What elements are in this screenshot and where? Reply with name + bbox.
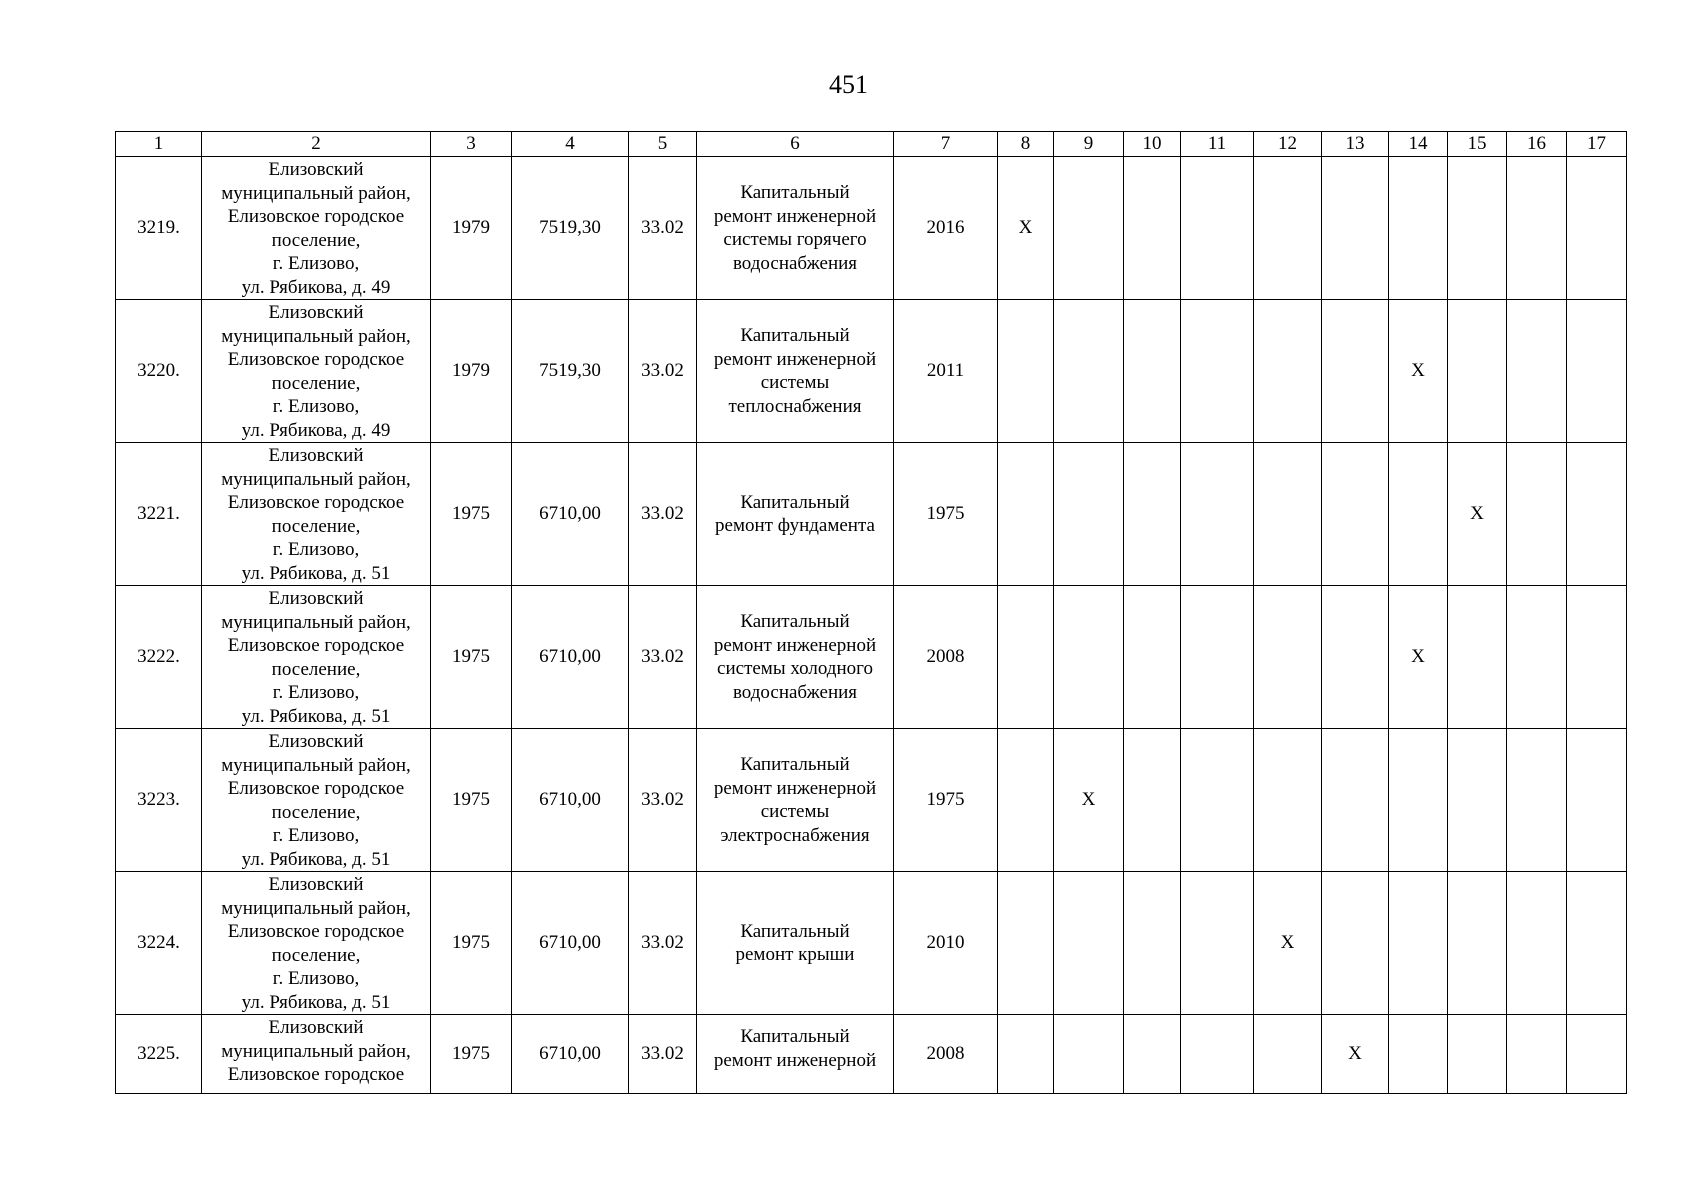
column-header: 17 — [1567, 132, 1627, 157]
mark-cell — [1448, 586, 1507, 729]
mark-cell — [1507, 872, 1567, 1015]
row-number: 3222. — [116, 586, 202, 729]
mark-cell — [1181, 157, 1254, 300]
mark-cell — [1507, 1015, 1567, 1094]
mark-cell — [1448, 157, 1507, 300]
table-row — [116, 586, 1627, 729]
mark-cell — [1448, 300, 1507, 443]
work-year-cell: 2008 — [894, 1015, 998, 1094]
mark-cell — [1124, 157, 1181, 300]
mark-cell — [1254, 300, 1322, 443]
code-cell: 33.02 — [629, 300, 697, 443]
mark-cell — [1254, 586, 1322, 729]
mark-cell: X — [1448, 443, 1507, 586]
mark-cell — [1322, 157, 1389, 300]
mark-cell — [1254, 443, 1322, 586]
mark-cell — [1124, 872, 1181, 1015]
mark-cell — [998, 443, 1054, 586]
code-cell: 33.02 — [629, 443, 697, 586]
mark-cell: X — [1389, 586, 1448, 729]
mark-cell — [1054, 586, 1124, 729]
mark-cell — [1054, 157, 1124, 300]
area-cell: 6710,00 — [512, 1015, 629, 1094]
mark-cell — [1389, 872, 1448, 1015]
column-header: 12 — [1254, 132, 1322, 157]
address-cell: Елизовский муниципальный район, Елизовское городское поселение, г. Елизово, ул. Рябикова, д. 49 — [202, 157, 431, 300]
column-header: 13 — [1322, 132, 1389, 157]
column-header: 9 — [1054, 132, 1124, 157]
mark-cell — [1507, 443, 1567, 586]
mark-cell: X — [1254, 872, 1322, 1015]
build-year-cell: 1975 — [431, 1015, 512, 1094]
mark-cell — [1322, 872, 1389, 1015]
mark-cell — [1124, 443, 1181, 586]
mark-cell — [1567, 157, 1627, 300]
code-cell: 33.02 — [629, 1015, 697, 1094]
address-cell: Елизовский муниципальный район, Елизовское городское поселение, г. Елизово, ул. Рябикова, д. 51 — [202, 443, 431, 586]
column-number-header-row — [116, 132, 1627, 157]
column-header: 5 — [629, 132, 697, 157]
area-cell: 6710,00 — [512, 872, 629, 1015]
column-header: 3 — [431, 132, 512, 157]
work-year-cell: 2008 — [894, 586, 998, 729]
mark-cell — [1389, 157, 1448, 300]
table-row — [116, 872, 1627, 1015]
column-header: 16 — [1507, 132, 1567, 157]
mark-cell — [1181, 300, 1254, 443]
mark-cell — [1567, 872, 1627, 1015]
mark-cell — [1507, 586, 1567, 729]
code-cell: 33.02 — [629, 872, 697, 1015]
mark-cell — [1507, 729, 1567, 872]
work-type-cell: Капитальный ремонт инженерной системы электроснабжения — [697, 729, 894, 872]
column-header: 2 — [202, 132, 431, 157]
column-header: 11 — [1181, 132, 1254, 157]
table-row — [116, 157, 1627, 300]
area-cell: 6710,00 — [512, 586, 629, 729]
build-year-cell: 1979 — [431, 300, 512, 443]
row-number: 3225. — [116, 1015, 202, 1094]
mark-cell — [1124, 1015, 1181, 1094]
work-year-cell: 1975 — [894, 729, 998, 872]
mark-cell — [1181, 872, 1254, 1015]
row-number: 3221. — [116, 443, 202, 586]
column-header: 4 — [512, 132, 629, 157]
column-header: 1 — [116, 132, 202, 157]
mark-cell — [1181, 729, 1254, 872]
mark-cell — [1507, 157, 1567, 300]
mark-cell — [1181, 1015, 1254, 1094]
work-year-cell: 2011 — [894, 300, 998, 443]
work-type-cell: Капитальный ремонт инженерной системы горячего водоснабжения — [697, 157, 894, 300]
mark-cell — [1124, 300, 1181, 443]
mark-cell — [998, 1015, 1054, 1094]
mark-cell — [998, 872, 1054, 1015]
mark-cell — [1054, 872, 1124, 1015]
address-cell: Елизовский муниципальный район, Елизовское городское поселение, г. Елизово, ул. Рябикова, д. 51 — [202, 586, 431, 729]
column-header: 10 — [1124, 132, 1181, 157]
address-cell: Елизовский муниципальный район, Елизовское городское поселение, г. Елизово, ул. Рябикова, д. 51 — [202, 729, 431, 872]
row-number: 3223. — [116, 729, 202, 872]
mark-cell — [1322, 586, 1389, 729]
mark-cell — [1448, 729, 1507, 872]
column-header: 15 — [1448, 132, 1507, 157]
page-number: 451 — [829, 70, 868, 99]
mark-cell: X — [1389, 300, 1448, 443]
work-type-cell: Капитальный ремонт инженерной системы холодного водоснабжения — [697, 586, 894, 729]
row-number: 3224. — [116, 872, 202, 1015]
build-year-cell: 1975 — [431, 872, 512, 1015]
mark-cell — [1181, 443, 1254, 586]
mark-cell — [1322, 300, 1389, 443]
mark-cell — [1322, 729, 1389, 872]
table-row — [116, 300, 1627, 443]
work-year-cell: 2016 — [894, 157, 998, 300]
mark-cell — [1567, 443, 1627, 586]
column-header: 14 — [1389, 132, 1448, 157]
table-row — [116, 443, 1627, 586]
mark-cell — [1567, 1015, 1627, 1094]
work-type-cell: Капитальный ремонт инженерной — [697, 1015, 894, 1094]
work-type-cell: Капитальный ремонт фундамента — [697, 443, 894, 586]
row-number: 3219. — [116, 157, 202, 300]
mark-cell — [998, 586, 1054, 729]
area-cell: 6710,00 — [512, 443, 629, 586]
mark-cell — [1507, 300, 1567, 443]
work-year-cell: 2010 — [894, 872, 998, 1015]
build-year-cell: 1975 — [431, 586, 512, 729]
mark-cell — [1124, 586, 1181, 729]
area-cell: 7519,30 — [512, 300, 629, 443]
row-number: 3220. — [116, 300, 202, 443]
area-cell: 6710,00 — [512, 729, 629, 872]
mark-cell — [998, 729, 1054, 872]
column-header: 8 — [998, 132, 1054, 157]
work-year-cell: 1975 — [894, 443, 998, 586]
address-cell: Елизовский муниципальный район, Елизовское городское — [202, 1015, 431, 1094]
mark-cell — [1254, 1015, 1322, 1094]
code-cell: 33.02 — [629, 729, 697, 872]
mark-cell — [1181, 586, 1254, 729]
mark-cell: X — [1322, 1015, 1389, 1094]
table-row — [116, 1015, 1627, 1094]
mark-cell — [1054, 1015, 1124, 1094]
column-header: 6 — [697, 132, 894, 157]
mark-cell — [1567, 300, 1627, 443]
code-cell: 33.02 — [629, 586, 697, 729]
build-year-cell: 1979 — [431, 157, 512, 300]
mark-cell — [1054, 300, 1124, 443]
mark-cell — [1567, 729, 1627, 872]
code-cell: 33.02 — [629, 157, 697, 300]
mark-cell: X — [1054, 729, 1124, 872]
address-cell: Елизовский муниципальный район, Елизовское городское поселение, г. Елизово, ул. Рябикова, д. 49 — [202, 300, 431, 443]
address-cell: Елизовский муниципальный район, Елизовское городское поселение, г. Елизово, ул. Рябикова, д. 51 — [202, 872, 431, 1015]
build-year-cell: 1975 — [431, 443, 512, 586]
mark-cell: X — [998, 157, 1054, 300]
mark-cell — [1389, 443, 1448, 586]
table-row — [116, 729, 1627, 872]
mark-cell — [1254, 157, 1322, 300]
mark-cell — [1322, 443, 1389, 586]
mark-cell — [1389, 729, 1448, 872]
mark-cell — [1567, 586, 1627, 729]
mark-cell — [1124, 729, 1181, 872]
build-year-cell: 1975 — [431, 729, 512, 872]
work-type-cell: Капитальный ремонт инженерной системы теплоснабжения — [697, 300, 894, 443]
mark-cell — [1389, 1015, 1448, 1094]
mark-cell — [1448, 1015, 1507, 1094]
mark-cell — [1448, 872, 1507, 1015]
mark-cell — [1254, 729, 1322, 872]
register-table — [115, 131, 1627, 1094]
mark-cell — [998, 300, 1054, 443]
work-type-cell: Капитальный ремонт крыши — [697, 872, 894, 1015]
area-cell: 7519,30 — [512, 157, 629, 300]
mark-cell — [1054, 443, 1124, 586]
column-header: 7 — [894, 132, 998, 157]
